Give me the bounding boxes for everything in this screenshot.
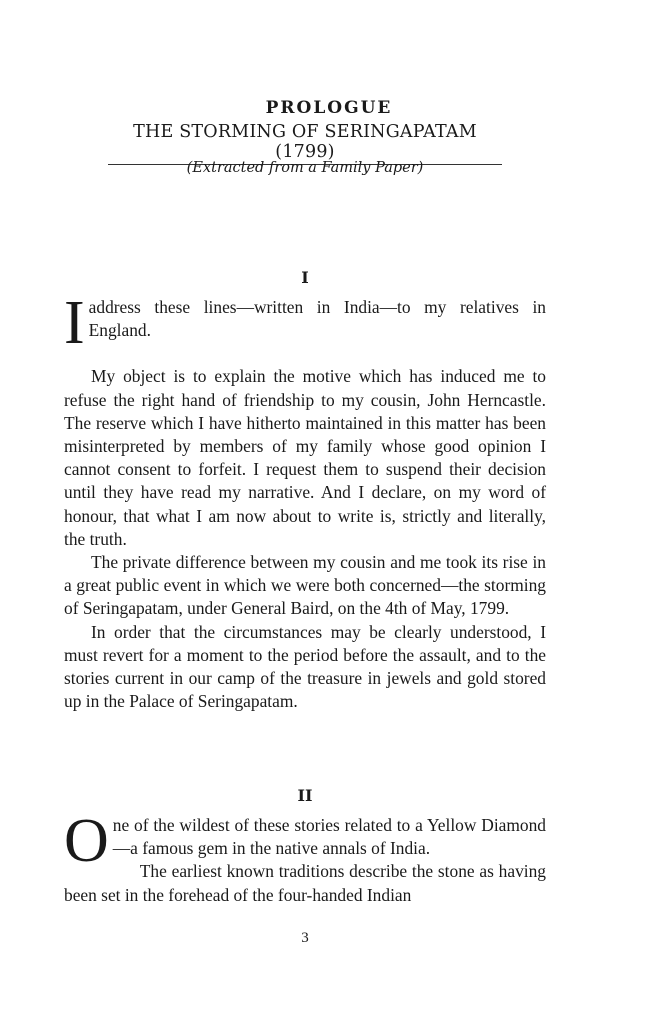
paragraph: In order that the circumstances may be clearly understood, I must revert for a moment to the period before the assault, and to the stories current in our camp of the treasure in jewels and gold stored up in the Palace of Seringapatam. xyxy=(64,621,546,712)
section-2-text xyxy=(64,807,546,907)
section-number-2: II xyxy=(297,786,313,805)
paragraph: The private difference between my cousin and me took its rise in a great public event in which we were both concerned—the storming of Seringapatam, under General Baird, on the 4th of May, 1799. xyxy=(64,552,546,619)
paragraph: My object is to explain the motive which has induced me to refuse the right hand of friendship to my cousin, John Herncastle. The reserve which I have hitherto maintained in this matter has been misinterpreted by members of my family whose good opinion I cannot consent to forfeit. I request them to suspend their decision until they have read my narrative. And I declare, on my word of honour, that what I am now about to write is, strictly and literally, the truth. xyxy=(64,366,546,549)
paragraph-text: address these lines—written in India—to my relatives in England. xyxy=(88,297,546,341)
source-note: (Extracted from a Family Paper) xyxy=(186,160,424,176)
paragraph xyxy=(64,289,546,357)
paragraph-text: ne of the wildest of these stories related to a Yellow Diamond—a famous gem in the native annals of India. xyxy=(112,815,546,859)
section-number-1: I xyxy=(301,268,309,287)
chapter-subtitle: THE STORMING OF SERINGAPATAM (1799) xyxy=(108,122,502,165)
paragraph xyxy=(64,807,546,875)
chapter-heading: PROLOGUE xyxy=(265,98,393,118)
section-1-text xyxy=(64,289,546,713)
drop-cap: I xyxy=(64,289,85,357)
page-number: 3 xyxy=(301,930,309,946)
paragraph: The earliest known traditions describe the stone as having been set in the forehead of the four-handed Indian xyxy=(64,861,546,905)
drop-cap: O xyxy=(64,807,109,875)
